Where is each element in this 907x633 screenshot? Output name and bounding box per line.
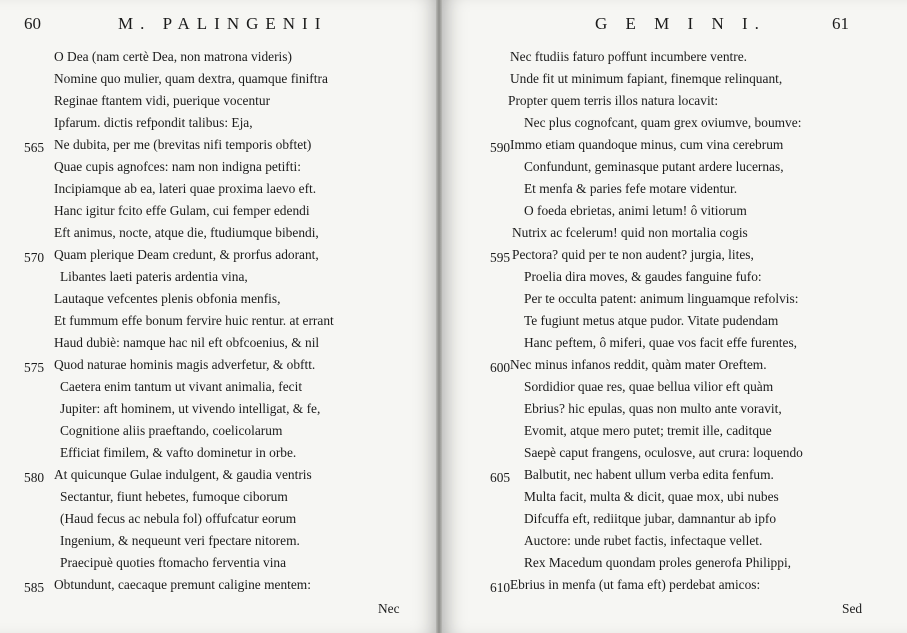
verse-line: Praecipuè quoties ftomacho ferventia vina bbox=[60, 555, 287, 570]
verse-line: Difcuffa eft, rediitque jubar, damnantur ab ipfo bbox=[524, 511, 777, 526]
verse-line: Multa facit, multa & dicit, quae mox, ubi nubes bbox=[524, 489, 779, 504]
line-number: 580 bbox=[24, 470, 45, 485]
verse-line: Per te occulta patent: animum linguamque refolvis: bbox=[524, 291, 799, 306]
verse-line: Quae cupis agnofces: nam non indigna petifti: bbox=[54, 159, 301, 174]
page-number: 60 bbox=[24, 14, 41, 33]
verse-line: Haud dubiè: namque hac nil eft obfcoenius, & nil bbox=[54, 335, 320, 350]
catchword: Nec bbox=[378, 601, 400, 616]
verse-line: Ebrius? hic epulas, quas non multo ante voravit, bbox=[524, 401, 782, 416]
line-number: 610 bbox=[490, 580, 511, 595]
verse-line: Reginae ftantem vidi, puerique vocentur bbox=[54, 93, 271, 108]
verse-line: O Dea (nam certè Dea, non matrona videris) bbox=[54, 49, 292, 64]
verse-line: Obtundunt, caecaque premunt caligine mentem: bbox=[54, 577, 311, 592]
verse-line: Auctore: unde rubet factis, infectaque vellet. bbox=[524, 533, 763, 548]
line-number: 600 bbox=[490, 360, 511, 375]
verse-line: Quam plerique Deam credunt, & prorfus adorant, bbox=[54, 247, 319, 262]
verse-line: Saepè caput frangens, oculosve, aut crura: loquendo bbox=[524, 445, 803, 460]
verse-line: Libantes laeti pateris ardentia vina, bbox=[60, 269, 248, 284]
verse-line: O foeda ebrietas, animi letum! ô vitiorum bbox=[524, 203, 747, 218]
line-number: 590 bbox=[490, 140, 511, 155]
verse-line: Ebrius in menfa (ut fama eft) perdebat amicos: bbox=[510, 577, 761, 592]
verse-line: Te fugiunt metus atque pudor. Vitate pudendam bbox=[524, 313, 779, 328]
verse-line: Et menfa & paries fefe motare videntur. bbox=[524, 181, 738, 196]
verse-line: Nec ftudiis faturo poffunt incumbere ventre. bbox=[510, 49, 747, 64]
line-number: 605 bbox=[490, 470, 511, 485]
line-number: 595 bbox=[490, 250, 511, 265]
verse-line: Nec plus cognofcant, quam grex oviumve, boumve: bbox=[524, 115, 802, 130]
verse-line: Evomit, atque mero putet; tremit ille, caditque bbox=[524, 423, 772, 438]
verse-line: Caetera enim tantum ut vivant animalia, fecit bbox=[60, 379, 303, 394]
book-gutter bbox=[436, 0, 442, 633]
running-head: G E M I N I. bbox=[595, 14, 766, 33]
verse-line: Rex Macedum quondam proles generofa Philippi, bbox=[524, 555, 792, 570]
right-page bbox=[440, 0, 907, 633]
verse-line: Quod naturae hominis magis adverfetur, & obftt. bbox=[54, 357, 316, 372]
verse-line: Ne dubita, per me (brevitas nifi temporis obftet) bbox=[54, 137, 312, 152]
line-number: 565 bbox=[24, 140, 45, 155]
verse-line: Propter quem terris illos natura locavit: bbox=[508, 93, 719, 108]
line-number: 585 bbox=[24, 580, 45, 595]
verse-line: Incipiamque ab ea, lateri quae proxima laevo eft. bbox=[54, 181, 317, 196]
verse-line: Unde fit ut minimum fapiant, finemque relinquant, bbox=[510, 71, 783, 86]
verse-line: Nec minus infanos reddit, quàm mater Oreftem. bbox=[510, 357, 767, 372]
verse-line: Ipfarum. dictis refpondit talibus: Eja, bbox=[54, 115, 253, 130]
line-number: 575 bbox=[24, 360, 45, 375]
catchword: Sed bbox=[842, 601, 863, 616]
verse-line: Sectantur, fiunt hebetes, fumoque ciborum bbox=[60, 489, 288, 504]
verse-line: (Haud fecus ac nebula fol) offufcatur eorum bbox=[60, 511, 297, 526]
verse-line: Pectora? quid per te non audent? jurgia, lites, bbox=[512, 247, 754, 262]
verse-line: Confundunt, geminasque putant ardere lucernas, bbox=[524, 159, 784, 174]
verse-line: At quicunque Gulae indulgent, & gaudia ventris bbox=[54, 467, 312, 482]
verse-line: Hanc peftem, ô miferi, quae vos facit effe furentes, bbox=[524, 335, 798, 350]
left-page bbox=[0, 0, 440, 633]
verse-line: Lautaque vefcentes plenis obfonia menfis, bbox=[54, 291, 281, 306]
running-head: M. PALINGENII bbox=[118, 14, 328, 33]
verse-line: Cognitione aliis praeftando, coelicolarum bbox=[60, 423, 283, 438]
verse-line: Et fummum effe bonum fervire huic rentur. at errant bbox=[54, 313, 334, 328]
verse-line: Ingenium, & nequeunt veri fpectare nitorem. bbox=[60, 533, 300, 548]
verse-line: Balbutit, nec habent ullum verba edita fenfum. bbox=[524, 467, 774, 482]
verse-line: Hanc igitur fcito effe Gulam, cui femper edendi bbox=[54, 203, 310, 218]
verse-line: Nutrix ac fcelerum! quid non mortalia cogis bbox=[512, 225, 748, 240]
line-number: 570 bbox=[24, 250, 45, 265]
verse-line: Efficiat fimilem, & vafto dominetur in orbe. bbox=[60, 445, 297, 460]
verse-line: Sordidior quae res, quae bellua vilior eft quàm bbox=[524, 379, 774, 394]
page-number: 61 bbox=[832, 14, 849, 33]
verse-line: Proelia dira moves, & gaudes fanguine fufo: bbox=[524, 269, 762, 284]
verse-line: Eft animus, nocte, atque die, ftudiumque bibendi, bbox=[54, 225, 319, 240]
verse-line: Immo etiam quandoque minus, cum vina cerebrum bbox=[510, 137, 784, 152]
verse-line: Nomine quo mulier, quam dextra, quamque finiftra bbox=[54, 71, 328, 86]
verse-line: Jupiter: aft hominem, ut vivendo intelligat, & fe, bbox=[60, 401, 321, 416]
